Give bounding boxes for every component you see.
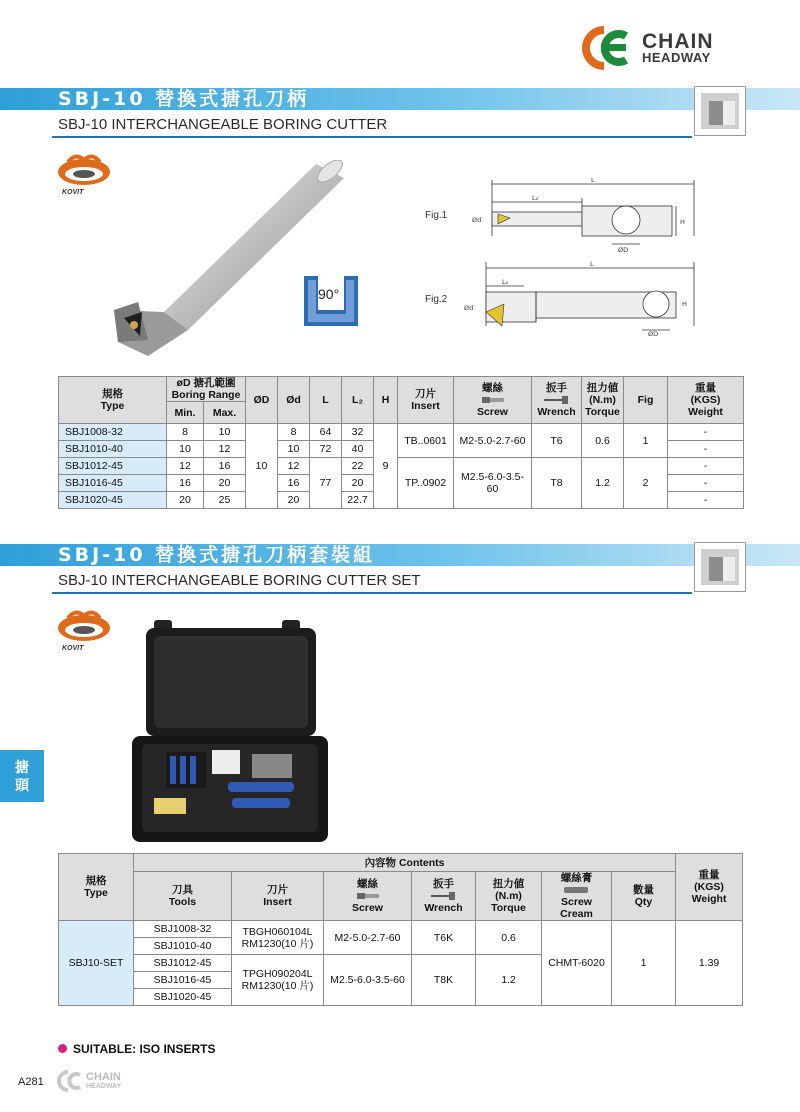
set-type: SBJ10-SET <box>59 921 134 1006</box>
screw-cream-icon <box>562 885 592 895</box>
dim-d-fig2: Ød <box>464 304 474 312</box>
th2-type: 規格 Type <box>59 854 134 921</box>
th-L2: L₂ <box>342 377 374 424</box>
kovit-label: KOVIT <box>62 189 84 196</box>
insert-g2: TPGH090204L RM1230(10 片) <box>232 955 324 1006</box>
section2-subtitle: SBJ-10 INTERCHANGEABLE BORING CUTTER SET <box>58 572 421 589</box>
th-insert: 刀片 Insert <box>398 377 454 424</box>
th-d: Ød <box>278 377 310 424</box>
kovit-emblem-icon-2 <box>56 606 112 650</box>
brand-logo <box>574 26 754 70</box>
th2-wrench: 扳手 Wrench <box>412 872 476 921</box>
brand-name-bottom: HEADWAY <box>642 50 711 65</box>
dim-D-fig1: ØD <box>618 246 629 254</box>
th2-insert: 刀片 Insert <box>232 872 324 921</box>
bullet-dot-icon <box>58 1044 67 1053</box>
th-fig: Fig <box>624 377 668 424</box>
th-screw: 螺絲 Screw <box>454 377 532 424</box>
th-wrench: 扳手 Wrench <box>532 377 582 424</box>
spec-table <box>58 376 744 509</box>
footer-logo-bottom: HEADWAY <box>86 1083 122 1090</box>
th-min: Min. <box>167 402 204 424</box>
table-row: SBJ10-SET SBJ1008-32 TBGH060104L RM1230(10 片) M2-5.0-2.7-60 T6K 0.6 CHMT-6020 1 1.39 <box>59 921 743 938</box>
dim-L2-fig1: L₂ <box>532 194 539 202</box>
set-table <box>58 853 743 1006</box>
th-H: H <box>374 377 398 424</box>
footer-logo-icon <box>54 1070 84 1092</box>
wrench-icon <box>542 395 572 405</box>
brand-name-top: CHAIN <box>642 30 714 53</box>
H-value: 9 <box>374 424 398 509</box>
table-row: SBJ1020-45 20 25 20 22.7 - <box>59 492 744 509</box>
th2-contents: 內容物 Contents <box>134 854 676 872</box>
dim-d-fig1: Ød <box>472 216 482 224</box>
wrench-icon-2 <box>429 891 459 901</box>
footer-logo <box>54 1070 144 1094</box>
section1-rule <box>52 136 692 138</box>
side-tab-char1: 搪 <box>15 759 29 775</box>
fig2-label: Fig.2 <box>425 294 448 305</box>
dim-L2-fig2: L₂ <box>502 278 509 286</box>
side-tab-boring-heads[interactable] <box>0 750 44 802</box>
table-row: SBJ1020-45 <box>59 989 743 1006</box>
screw-icon <box>480 395 506 405</box>
boring-bar-set-thumbnail-icon <box>695 543 745 591</box>
chain-headway-logo-icon <box>574 26 636 70</box>
screw-icon-2 <box>355 891 381 901</box>
suitable-text: SUITABLE: ISO INSERTS <box>73 1042 216 1056</box>
page-number: A281 <box>18 1076 44 1088</box>
section2-rule <box>52 592 692 594</box>
dim-L-fig1: L <box>591 176 595 184</box>
dim-L-fig2: L <box>590 260 594 268</box>
th-type: 規格 Type <box>59 377 167 424</box>
table-row: SBJ1008-32 8 10 10 8 64 32 9 TB..0601 M2-5.0-2.7-60 T6 0.6 1 - <box>59 424 744 441</box>
angle-value: 90° <box>318 286 340 302</box>
section1-title: SBJ-10 替換式搪孔刀柄 <box>58 88 310 110</box>
D-value: 10 <box>246 424 278 509</box>
th-torque: 扭力値 (N.m) Torque <box>582 377 624 424</box>
section2-thumbnail <box>694 542 746 592</box>
technical-drawing <box>464 176 700 336</box>
dim-H-fig2: H <box>682 300 687 308</box>
th2-qty: 數量 Qty <box>612 872 676 921</box>
th-max: Max. <box>204 402 246 424</box>
footer-logo-top: CHAIN <box>86 1071 121 1083</box>
section1-thumbnail <box>694 86 746 136</box>
boring-bar-photo <box>78 160 350 360</box>
table-row: SBJ1016-45 16 20 16 20 - <box>59 475 744 492</box>
boring-bar-thumbnail-icon <box>695 87 745 135</box>
table-row: SBJ1012-45 12 16 12 77 22 TP..0902 M2.5-6.0-3.5-60 T8 1.2 2 - <box>59 458 744 475</box>
table-row: SBJ1012-45 TPGH090204L RM1230(10 片) M2.5-6.0-3.5-60 T8K 1.2 <box>59 955 743 972</box>
th2-weight: 重量 (KGS) Weight <box>676 854 743 921</box>
table-row: SBJ1010-40 <box>59 938 743 955</box>
suitable-note <box>58 1042 215 1056</box>
th2-screw-cream: 螺絲膏 Screw Cream <box>542 872 612 921</box>
th-D: ØD <box>246 377 278 424</box>
th-L: L <box>310 377 342 424</box>
th2-tools: 刀具 Tools <box>134 872 232 921</box>
insert-g1: TBGH060104L RM1230(10 片) <box>232 921 324 955</box>
boring-set-case-photo <box>132 620 328 842</box>
section1-subtitle: SBJ-10 INTERCHANGEABLE BORING CUTTER <box>58 116 388 133</box>
section2-title: SBJ-10 替換式搪孔刀柄套裝組 <box>58 544 376 566</box>
kovit-label-2: KOVIT <box>62 645 84 652</box>
th-boring-range: øD 搪孔範圍 Boring Range <box>167 377 246 402</box>
side-tab-char2: 頭 <box>15 777 29 793</box>
dim-H-fig1: H <box>680 218 685 226</box>
dim-D-fig2: ØD <box>648 330 659 336</box>
table-row: SBJ1010-40 10 12 10 72 40 - <box>59 441 744 458</box>
table-row: SBJ1016-45 <box>59 972 743 989</box>
fig1-label: Fig.1 <box>425 210 448 221</box>
th-weight: 重量 (KGS) Weight <box>668 377 744 424</box>
th2-screw: 螺絲 Screw <box>324 872 412 921</box>
th2-torque: 扭力値 (N.m) Torque <box>476 872 542 921</box>
